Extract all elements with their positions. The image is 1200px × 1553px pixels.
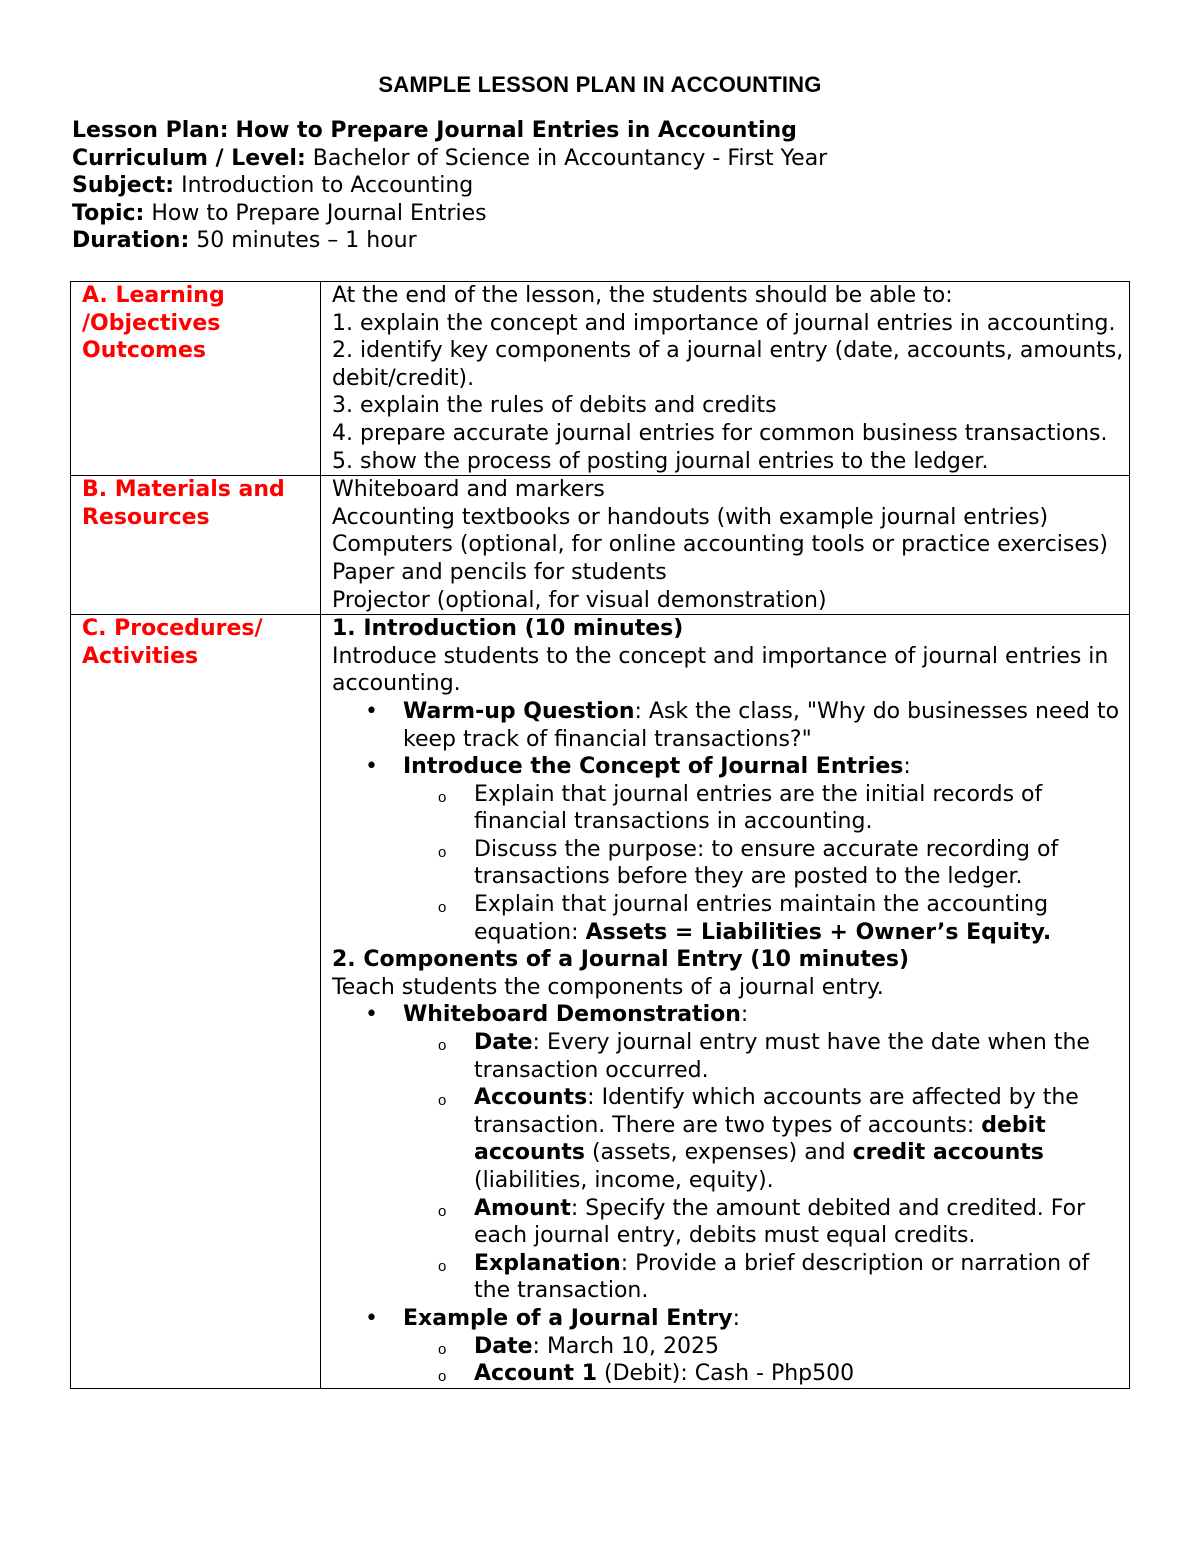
meta-curriculum-label: Curriculum / Level: (72, 145, 306, 171)
list-item (332, 891, 1129, 946)
meta-subject (72, 172, 1132, 200)
section-c-label (71, 615, 321, 1389)
step2-bullets (332, 1001, 1129, 1387)
demo-label: Whiteboard Demonstration (403, 1002, 741, 1028)
list-item (332, 1001, 1129, 1305)
meta-subject-value: Introduction to Accounting (181, 173, 474, 198)
example-date-label: Date (474, 1333, 533, 1359)
objective-item: 3. explain the rules of debits and credits (332, 393, 777, 419)
list-item (332, 781, 1129, 836)
example-account-text: (Debit): Cash - Php500 (597, 1361, 855, 1387)
section-a-label (71, 282, 321, 476)
section-c-label-line: C. Procedures/ (82, 616, 263, 642)
explanation-label: Explanation (474, 1250, 621, 1276)
list-item (332, 1305, 1129, 1388)
meta-duration-value: 50 minutes – 1 hour (196, 228, 417, 253)
list-item (332, 1250, 1129, 1305)
accounts-text: (liabilities, income, equity). (474, 1168, 774, 1193)
objective-item: 1. explain the concept and importance of journal entries in accounting. (332, 310, 1116, 336)
meta-topic-value: How to Prepare Journal Entries (151, 200, 487, 226)
accounting-equation: Assets = Liabilities + Owner’s Equity. (585, 919, 1052, 945)
example-account-label: Account 1 (474, 1361, 598, 1387)
material-item: Projector (optional, for visual demonstration) (332, 587, 827, 613)
concept-label: Introduce the Concept of Journal Entries (403, 754, 904, 780)
material-item: Accounting textbooks or handouts (with example journal entries) (332, 504, 1049, 530)
demo-subpoints (403, 1029, 1129, 1305)
step2-heading: 2. Components of a Journal Entry (10 minutes) (332, 947, 910, 973)
section-a-label-line: /Objectives (82, 310, 221, 336)
objective-item: 4. prepare accurate journal entries for common business transactions. (332, 420, 1108, 446)
equation-intro: Explain that journal entries maintain the accounting equation: (474, 892, 1049, 945)
accounts-text: : Identify which accounts are affected by the transaction. There are two types of accounts: (474, 1085, 1079, 1138)
step2-text: Teach students the components of a journal entry. (332, 974, 884, 1000)
list-item (332, 836, 1129, 891)
example-colon: : (732, 1305, 741, 1331)
accounts-text: (assets, expenses) and (584, 1140, 853, 1166)
meta-lesson-plan-label: Lesson Plan: (72, 118, 229, 143)
list-item (332, 1029, 1129, 1084)
section-b-label-line: B. Materials and (82, 477, 285, 503)
section-b-content (321, 476, 1130, 615)
objectives-intro: At the end of the lesson, the students should be able to: (332, 283, 953, 308)
step1-text: Introduce students to the concept and importance of journal entries in accounting. (332, 643, 1109, 697)
meta-lesson-plan (72, 117, 1132, 145)
step1-bullets (332, 698, 1129, 946)
meta-duration-label: Duration: (72, 228, 190, 253)
meta-curriculum-value: Bachelor of Science in Accountancy - First Year (312, 145, 828, 171)
section-b-label (71, 476, 321, 615)
accounts-label: Accounts (474, 1085, 588, 1111)
page-title: SAMPLE LESSON PLAN IN ACCOUNTING (378, 72, 822, 97)
meta-topic-label: Topic: (72, 200, 145, 226)
table-row-learning-objectives (71, 282, 1130, 476)
list-item (332, 1084, 1129, 1194)
warmup-label: Warm-up Question (403, 698, 635, 724)
objective-item: 2. identify key components of a journal entry (date, accounts, amounts, debit/credit). (332, 338, 1124, 391)
concept-point: Discuss the purpose: to ensure accurate recording of transactions before they are posted to the ledger. (474, 836, 1059, 890)
concept-subpoints (403, 781, 1129, 947)
table-row-procedures (71, 615, 1130, 1389)
lesson-plan-table (70, 281, 1130, 1389)
material-item: Paper and pencils for students (332, 559, 667, 585)
list-item (332, 1333, 1129, 1361)
demo-colon: : (740, 1002, 749, 1028)
section-c-content (321, 615, 1130, 1389)
table-row-materials (71, 476, 1130, 615)
section-c-label-line: Activities (82, 643, 199, 669)
credit-accounts: credit accounts (852, 1140, 1044, 1166)
amount-text: : Specify the amount debited and credited. For each journal entry, debits must equal credits. (474, 1195, 1086, 1249)
material-item: Whiteboard and markers (332, 477, 605, 503)
objective-item: 5. show the process of posting journal entries to the ledger. (332, 448, 989, 474)
step1-heading: 1. Introduction (10 minutes) (332, 616, 684, 642)
concept-point: Explain that journal entries are the initial records of financial transactions in accounting. (474, 781, 1043, 835)
amount-label: Amount (474, 1195, 571, 1221)
section-a-label-line: Outcomes (82, 338, 206, 364)
list-item (332, 1195, 1129, 1250)
meta-duration (72, 227, 1132, 255)
debit-accounts: debit accounts (474, 1112, 1046, 1166)
example-date-text: : March 10, 2025 (532, 1333, 719, 1359)
meta-subject-label: Subject: (72, 173, 175, 198)
meta-curriculum (72, 145, 1132, 173)
section-a-label-line: A. Learning (82, 283, 225, 308)
lesson-meta (72, 117, 1132, 255)
date-label: Date (474, 1030, 533, 1056)
concept-colon: : (903, 754, 911, 780)
section-b-label-line: Resources (82, 504, 210, 530)
meta-lesson-plan-value: How to Prepare Journal Entries in Accounting (235, 118, 797, 143)
material-item: Computers (optional, for online accounting tools or practice exercises) (332, 532, 1108, 558)
list-item (332, 1360, 1129, 1388)
example-subpoints (403, 1333, 1129, 1388)
date-text: : Every journal entry must have the date when the transaction occurred. (474, 1030, 1090, 1083)
explanation-text: : Provide a brief description or narration of the transaction. (474, 1250, 1090, 1304)
meta-topic (72, 200, 1132, 228)
example-label: Example of a Journal Entry (403, 1305, 733, 1331)
list-item (332, 753, 1129, 946)
warmup-text: : Ask the class, "Why do businesses need to keep track of financial transactions?" (403, 698, 1120, 752)
list-item (332, 698, 1129, 753)
section-a-content (321, 282, 1130, 476)
